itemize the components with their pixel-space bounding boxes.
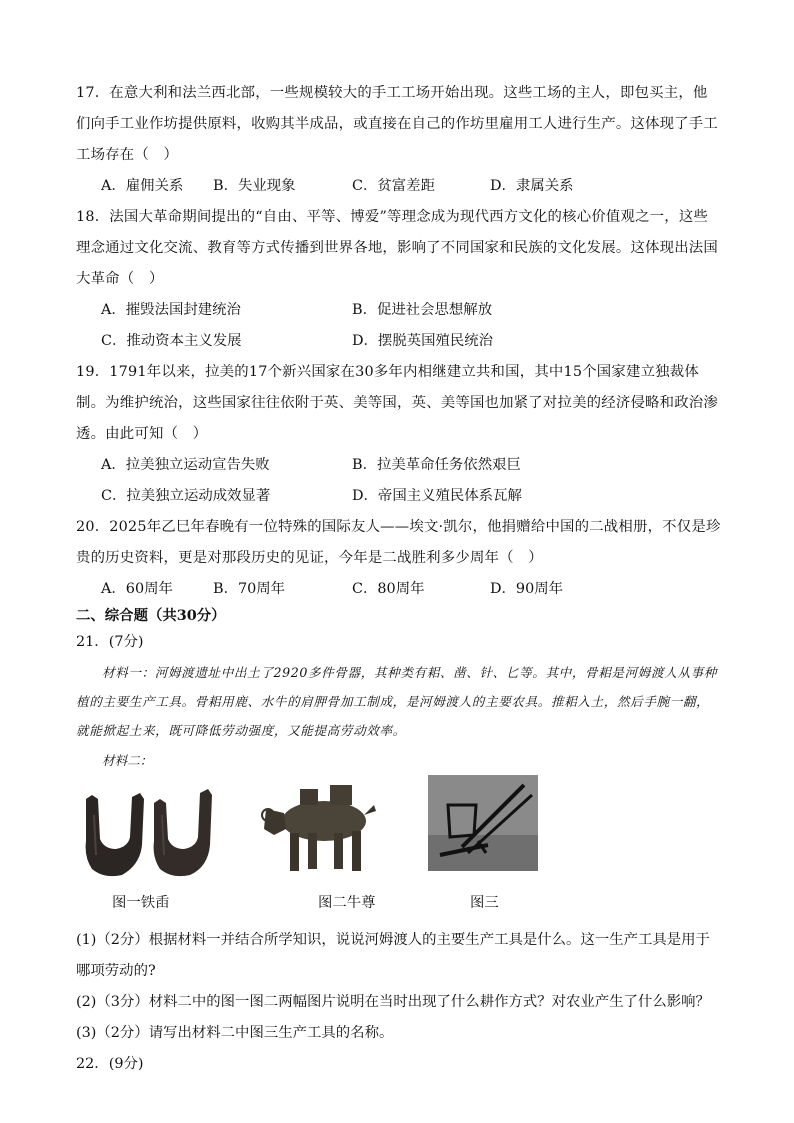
q21-material-2-label: 材料二：	[102, 753, 153, 768]
q17-option-d[interactable]: D．隶属关系	[490, 178, 574, 194]
q18-stem: 18．法国大革命期间提出的“自由、平等、博爱”等理念成为现代西方文化的核心价值观之一，这些理念通过文化交流、教育等方式传播到世界各地，影响了不同国家和民族的文化发展。这体现出法国大革命（ ）	[76, 209, 718, 287]
q21-figures	[76, 775, 721, 925]
q17-options	[76, 171, 721, 202]
q21-heading: 21．(7分)	[76, 634, 144, 650]
q19-option-d[interactable]: D．帝国主义殖民体系瓦解	[352, 488, 522, 504]
figure-1-caption: 图一铁臿	[112, 895, 170, 911]
q21-sub-1: (1)（2分）根据材料一并结合所学知识，说说河姆渡人的主要生产工具是什么。这一生产工具是用于哪项劳动的?	[76, 932, 710, 979]
q20-option-d[interactable]: D．90周年	[490, 581, 564, 597]
ox-zun-image	[260, 775, 386, 885]
q19-stem: 19．1791年以来，拉美的17个新兴国家在30多年内相继建立共和国，其中15个国家建立独裁体制。为维护统治，这些国家往往依附于英、美等国，英、美等国也加紧了对拉美的经济侵略和政治渗透。由此可知（ ）	[76, 364, 718, 442]
plough-image	[428, 775, 538, 871]
q18-option-b[interactable]: B．促进社会思想解放	[352, 302, 493, 318]
q18-options-row2	[76, 326, 721, 357]
q20-option-a[interactable]: A．60周年	[101, 581, 173, 597]
q20-option-c[interactable]: C．80周年	[352, 581, 425, 597]
q17-stem: 17．在意大利和法兰西北部，一些规模较大的手工工场开始出现。这些工场的主人，即包买主，他们向手工业作坊提供原料，收购其半成品，或直接在自己的作坊里雇用工人进行生产。这体现了手工工场存在（ ）	[76, 85, 718, 163]
q21-sub-2: (2)（3分）材料二中的图一图二两幅图片说明在当时出现了什么耕作方式？对农业产生了什么影响？	[76, 994, 710, 1010]
q19-options-row1	[76, 450, 721, 481]
figure-2-caption: 图二牛尊	[318, 895, 376, 911]
q17-option-c[interactable]: C．贫富差距	[352, 178, 435, 194]
q19-option-a[interactable]: A．拉美独立运动宣告失败	[101, 457, 270, 473]
q21-sub-3: (3)（2分）请写出材料二中图三生产工具的名称。	[76, 1025, 394, 1041]
q18-option-a[interactable]: A．摧毁法国封建统治	[101, 302, 241, 318]
q20-options	[76, 574, 721, 605]
q21-material-1: 材料一：河姆渡遗址中出土了2920多件骨器，其种类有耜、凿、针、匕等。其中，骨耜是河姆渡人从事种植的主要生产工具。骨耜用鹿、水牛的肩胛骨加工制成，是河姆渡人的主要农具。推耜入土，然后手腕一翻，就能掀起土来，既可降低劳动强度，又能提高劳动效率。	[76, 665, 717, 738]
q17-option-b[interactable]: B．失业现象	[213, 178, 296, 194]
q18-option-c[interactable]: C．推动资本主义发展	[101, 333, 242, 349]
q20-option-b[interactable]: B．70周年	[213, 581, 286, 597]
figure-3-caption: 图三	[470, 895, 499, 911]
exam-page	[76, 78, 721, 1080]
iron-spade-image	[82, 785, 222, 881]
section-heading: 二、综合题（共30分）	[76, 607, 226, 624]
q19-option-c[interactable]: C．拉美独立运动成效显著	[101, 488, 271, 504]
q19-options-row2	[76, 481, 721, 512]
q19-option-b[interactable]: B．拉美革命任务依然艰巨	[352, 457, 521, 473]
q22-heading: 22．(9分)	[76, 1056, 144, 1072]
q17-option-a[interactable]: A．雇佣关系	[101, 178, 184, 194]
q20-stem: 20．2025年乙巳年春晚有一位特殊的国际友人——埃文·凯尔，他捐赠给中国的二战相册，不仅是珍贵的历史资料，更是对那段历史的见证，今年是二战胜利多少周年（ ）	[76, 519, 721, 566]
q18-options-row1	[76, 295, 721, 326]
q18-option-d[interactable]: D．摆脱英国殖民统治	[352, 333, 494, 349]
